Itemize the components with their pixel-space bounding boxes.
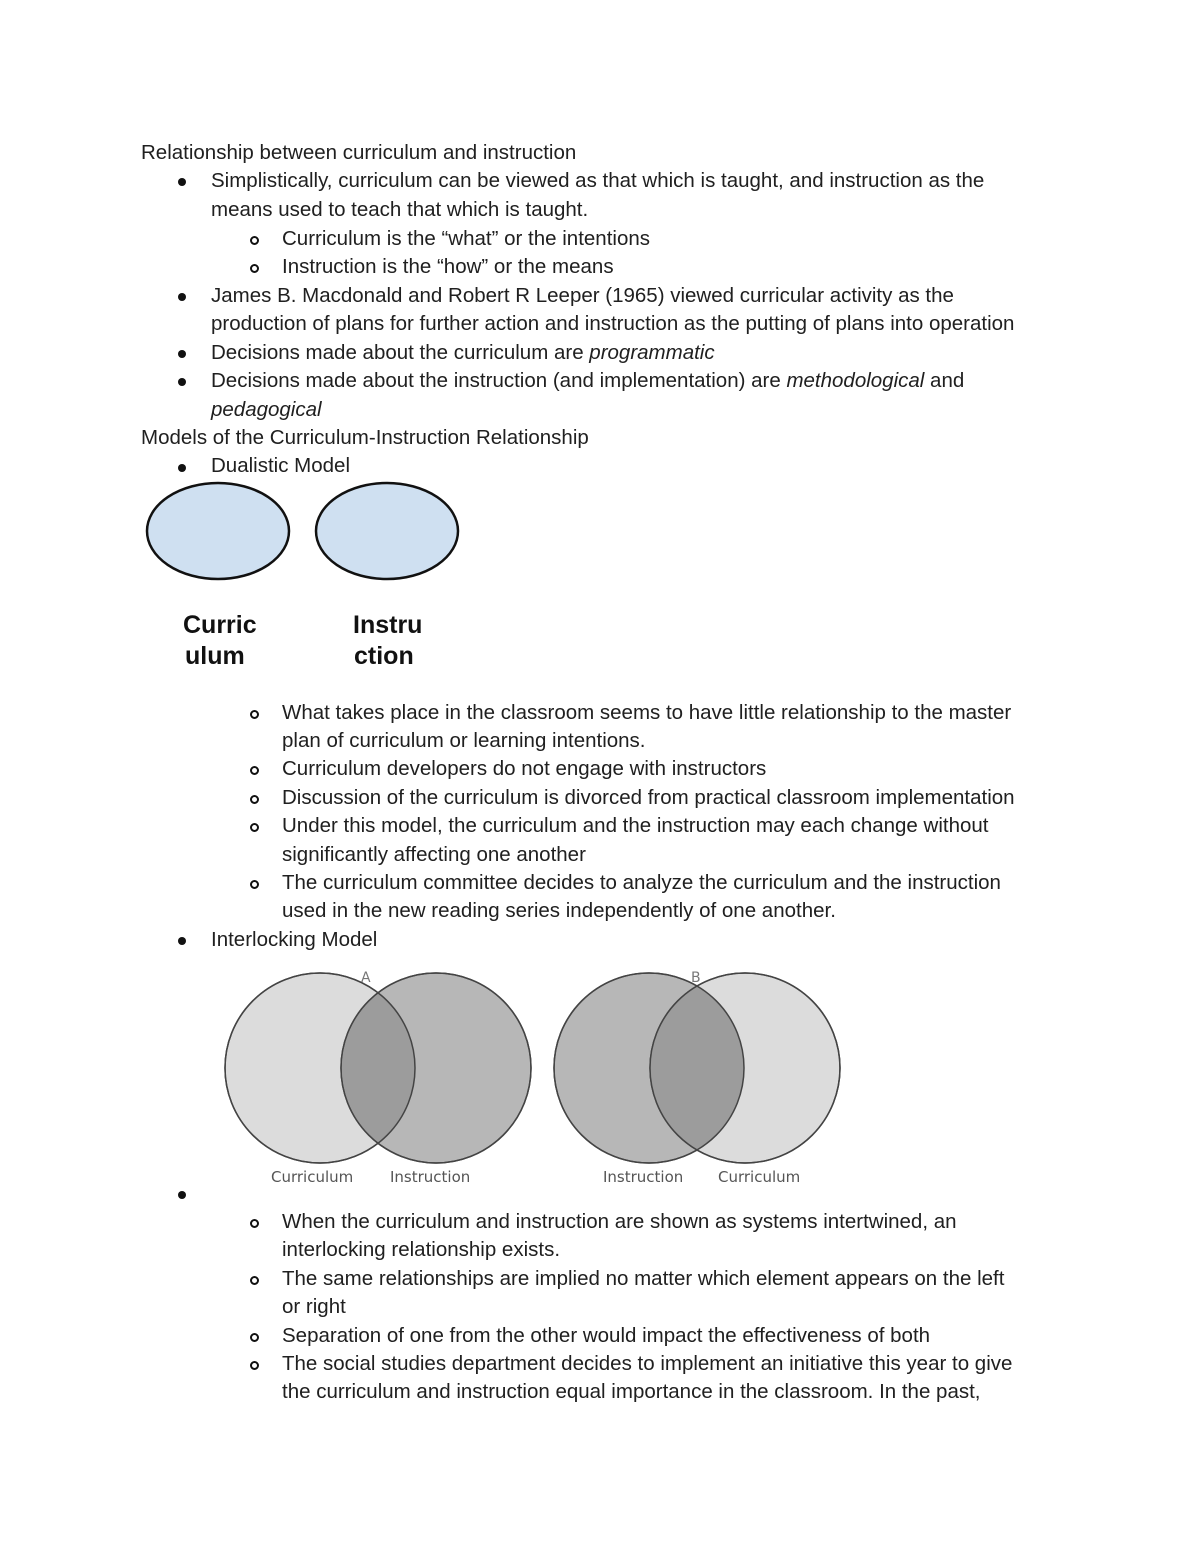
bullet-text: Simplistically, curriculum can be viewed as that which is taught, and instruction as the: [211, 169, 985, 192]
sub-bullet-text: When the curriculum and instruction are shown as systems intertwined, an: [282, 1210, 957, 1233]
sub-bullet-text: plan of curriculum or learning intentions.: [282, 729, 646, 752]
bullet-text: means used to teach that which is taught.: [211, 198, 589, 221]
dualistic-label-curriculum-2: ulum: [185, 642, 245, 670]
venn-b-curriculum-label: Curriculum: [718, 1168, 801, 1186]
venn-b: [554, 970, 840, 1186]
instruction-ellipse: [316, 483, 458, 579]
dualistic-label-curriculum-1: Curric: [183, 611, 257, 639]
sub-bullet-circle: [250, 1361, 259, 1370]
sub-bullet-text: The curriculum committee decides to analyze the curriculum and the instruction: [282, 871, 1001, 894]
bullet-dot: [178, 178, 186, 186]
sub-bullet-text: Under this model, the curriculum and the instruction may each change without: [282, 814, 989, 837]
sub-bullet-text: the curriculum and instruction equal importance in the classroom. In the past,: [282, 1380, 981, 1403]
bullet-text: production of plans for further action and instruction as the putting of plans into operation: [211, 312, 1015, 335]
venn-b-instruction-label: Instruction: [603, 1168, 684, 1186]
venn-a: [225, 970, 531, 1186]
sub-bullet-text: Separation of one from the other would impact the effectiveness of both: [282, 1324, 931, 1347]
venn-a-letter: A: [361, 970, 371, 986]
sub-bullet-circle: [250, 1276, 259, 1285]
bullet-dot: [178, 378, 186, 386]
dualistic-diagram: [140, 478, 470, 588]
bullet-text-methodological: [211, 367, 964, 396]
section-heading-relationship: Relationship between curriculum and instruction: [141, 141, 577, 164]
italic-run: methodological: [786, 369, 925, 392]
sub-bullet-circle: [250, 795, 259, 804]
bullet-dot-empty: [178, 1191, 186, 1199]
sub-bullet-circle: [250, 710, 259, 719]
venn-b-letter: B: [691, 970, 701, 986]
sub-bullet-circle: [250, 1333, 259, 1342]
sub-bullet-text: Curriculum developers do not engage with instructors: [282, 757, 767, 780]
sub-bullet-text: or right: [282, 1295, 346, 1318]
dualistic-label-instruction-2: ction: [354, 642, 414, 670]
venn-a-instruction-label: Instruction: [390, 1168, 471, 1186]
interlocking-diagram: [215, 960, 855, 1190]
bullet-dot: [178, 464, 186, 472]
sub-bullet-text: interlocking relationship exists.: [282, 1238, 561, 1261]
curriculum-ellipse: [147, 483, 289, 579]
text-run: and: [924, 369, 965, 392]
bullet-dot: [178, 293, 186, 301]
italic-run: programmatic: [589, 341, 715, 364]
bullet-text: James B. Macdonald and Robert R Leeper (1965) viewed curricular activity as the: [211, 284, 954, 307]
interlocking-model-title: Interlocking Model: [211, 928, 378, 951]
text-run: Decisions made about the instruction (and implementation) are: [211, 369, 787, 392]
bullet-text-programmatic: [211, 339, 715, 368]
sub-bullet-text: What takes place in the classroom seems to have little relationship to the master: [282, 701, 1012, 724]
bullet-dot: [178, 350, 186, 358]
sub-bullet-circle: [250, 880, 259, 889]
sub-bullet-circle: [250, 766, 259, 775]
sub-bullet-text: The social studies department decides to implement an initiative this year to give: [282, 1352, 1013, 1375]
sub-bullet-circle: [250, 264, 259, 273]
bullet-dot: [178, 937, 186, 945]
venn-a-curriculum-label: Curriculum: [271, 1168, 354, 1186]
text-run: Decisions made about the curriculum are: [211, 341, 590, 364]
sub-bullet-circle: [250, 823, 259, 832]
sub-bullet-circle: [250, 236, 259, 245]
sub-bullet-circle: [250, 1219, 259, 1228]
sub-bullet-text: The same relationships are implied no matter which element appears on the left: [282, 1267, 1005, 1290]
bullet-text-pedagogical: [211, 396, 322, 425]
sub-bullet-text: Discussion of the curriculum is divorced from practical classroom implementation: [282, 786, 1015, 809]
sub-bullet-text: Instruction is the “how” or the means: [282, 255, 614, 278]
sub-bullet-text: significantly affecting one another: [282, 843, 586, 866]
italic-run: pedagogical: [211, 398, 322, 421]
sub-bullet-text: Curriculum is the “what” or the intentions: [282, 227, 651, 250]
section-heading-models: Models of the Curriculum-Instruction Relationship: [141, 426, 589, 449]
dualistic-label-instruction-1: Instru: [353, 611, 423, 639]
sub-bullet-text: used in the new reading series independently of one another.: [282, 899, 836, 922]
dualistic-model-title: Dualistic Model: [211, 454, 350, 477]
